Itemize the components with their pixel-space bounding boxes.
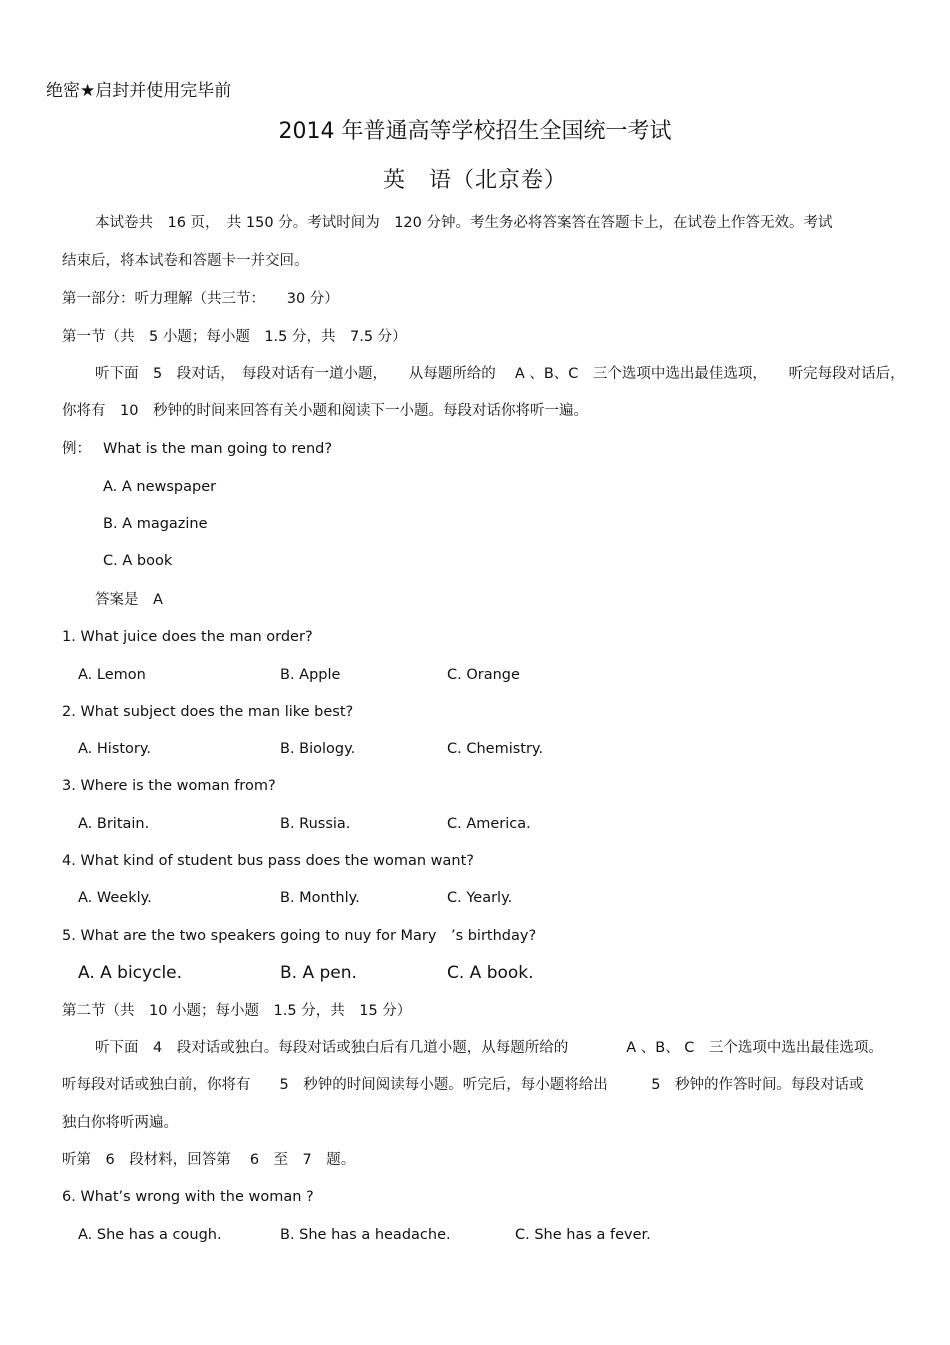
question-1-option-c: C. Orange bbox=[447, 667, 520, 683]
question-4: 4. What kind of student bus pass does the woman want? bbox=[62, 853, 474, 869]
question-2: 2. What subject does the man like best? bbox=[62, 704, 354, 720]
section2-instruction-3: 独白你将听两遍。 bbox=[62, 1115, 178, 1131]
question-6-option-b: B. She has a headache. bbox=[280, 1227, 451, 1243]
question-6: 6. What’s wrong with the woman ? bbox=[62, 1189, 314, 1205]
question-1-option-b: B. Apple bbox=[280, 667, 341, 683]
question-5-option-a: A. A bicycle. bbox=[78, 963, 183, 983]
section2-heading: 第二节（共 10 小题；每小题 1.5 分，共 15 分） bbox=[62, 1003, 412, 1019]
example-option-b: B. A magazine bbox=[103, 516, 208, 532]
intro-line-1: 本试卷共 16 页， 共 150 分。考试时间为 120 分钟。考生务必将答案答在答题卡上，在试卷上作答无效。考试 bbox=[95, 215, 833, 231]
question-5-option-c: C. A book. bbox=[447, 963, 534, 983]
question-2-option-c: C. Chemistry. bbox=[447, 741, 544, 757]
question-2-option-b: B. Biology. bbox=[280, 741, 356, 757]
question-6-option-a: A. She has a cough. bbox=[78, 1227, 222, 1243]
question-2-option-a: A. History. bbox=[78, 741, 152, 757]
exam-title: 2014 年普通高等学校招生全国统一考试 bbox=[278, 119, 672, 144]
question-4-option-b: B. Monthly. bbox=[280, 890, 360, 906]
question-5-option-b: B. A pen. bbox=[280, 963, 357, 983]
question-5: 5. What are the two speakers going to nuy for Mary ’s birthday? bbox=[62, 928, 537, 944]
section2-instruction-2: 听每段对话或独白前，你将有 5 秒钟的时间阅读每小题。听完后，每小题将给出 5 秒钟的作答时间。每段对话或 bbox=[62, 1077, 864, 1093]
question-1: 1. What juice does the man order? bbox=[62, 629, 313, 645]
question-3-option-c: C. America. bbox=[447, 816, 531, 832]
part1-heading: 第一部分：听力理解（共三节： 30 分） bbox=[62, 291, 339, 307]
question-4-option-a: A. Weekly. bbox=[78, 890, 152, 906]
section1-instruction-2: 你将有 10 秒钟的时间来回答有关小题和阅读下一小题。每段对话你将听一遍。 bbox=[62, 403, 588, 419]
confidential-seal: 绝密★启封并使用完毕前 bbox=[46, 81, 232, 101]
section2-instruction-1: 听下面 4 段对话或独白。每段对话或独白后有几道小题，从每题所给的 A 、B、 C 三个选项中选出最佳选项。 bbox=[95, 1040, 883, 1056]
intro-line-2: 结束后，将本试卷和答题卡一并交回。 bbox=[62, 253, 309, 269]
material-6-note: 听第 6 段材料，回答第 6 至 7 题。 bbox=[62, 1152, 356, 1168]
question-3: 3. Where is the woman from? bbox=[62, 778, 276, 794]
example-option-c: C. A book bbox=[103, 553, 173, 569]
section1-heading: 第一节（共 5 小题；每小题 1.5 分，共 7.5 分） bbox=[62, 329, 407, 345]
section1-instruction-1: 听下面 5 段对话， 每段对话有一道小题， 从每题所给的 A 、B、C 三个选项中选出最佳选项， 听完每段对话后， bbox=[95, 366, 905, 382]
example-question: What is the man going to rend? bbox=[103, 441, 333, 457]
question-4-option-c: C. Yearly. bbox=[447, 890, 513, 906]
example-label: 例： bbox=[62, 441, 91, 457]
question-1-option-a: A. Lemon bbox=[78, 667, 146, 683]
example-option-a: A. A newspaper bbox=[103, 479, 217, 495]
exam-subtitle: 英 语（北京卷） bbox=[382, 168, 567, 193]
question-3-option-a: A. Britain. bbox=[78, 816, 150, 832]
example-answer: 答案是 A bbox=[95, 592, 163, 608]
question-3-option-b: B. Russia. bbox=[280, 816, 351, 832]
question-6-option-c: C. She has a fever. bbox=[515, 1227, 651, 1243]
